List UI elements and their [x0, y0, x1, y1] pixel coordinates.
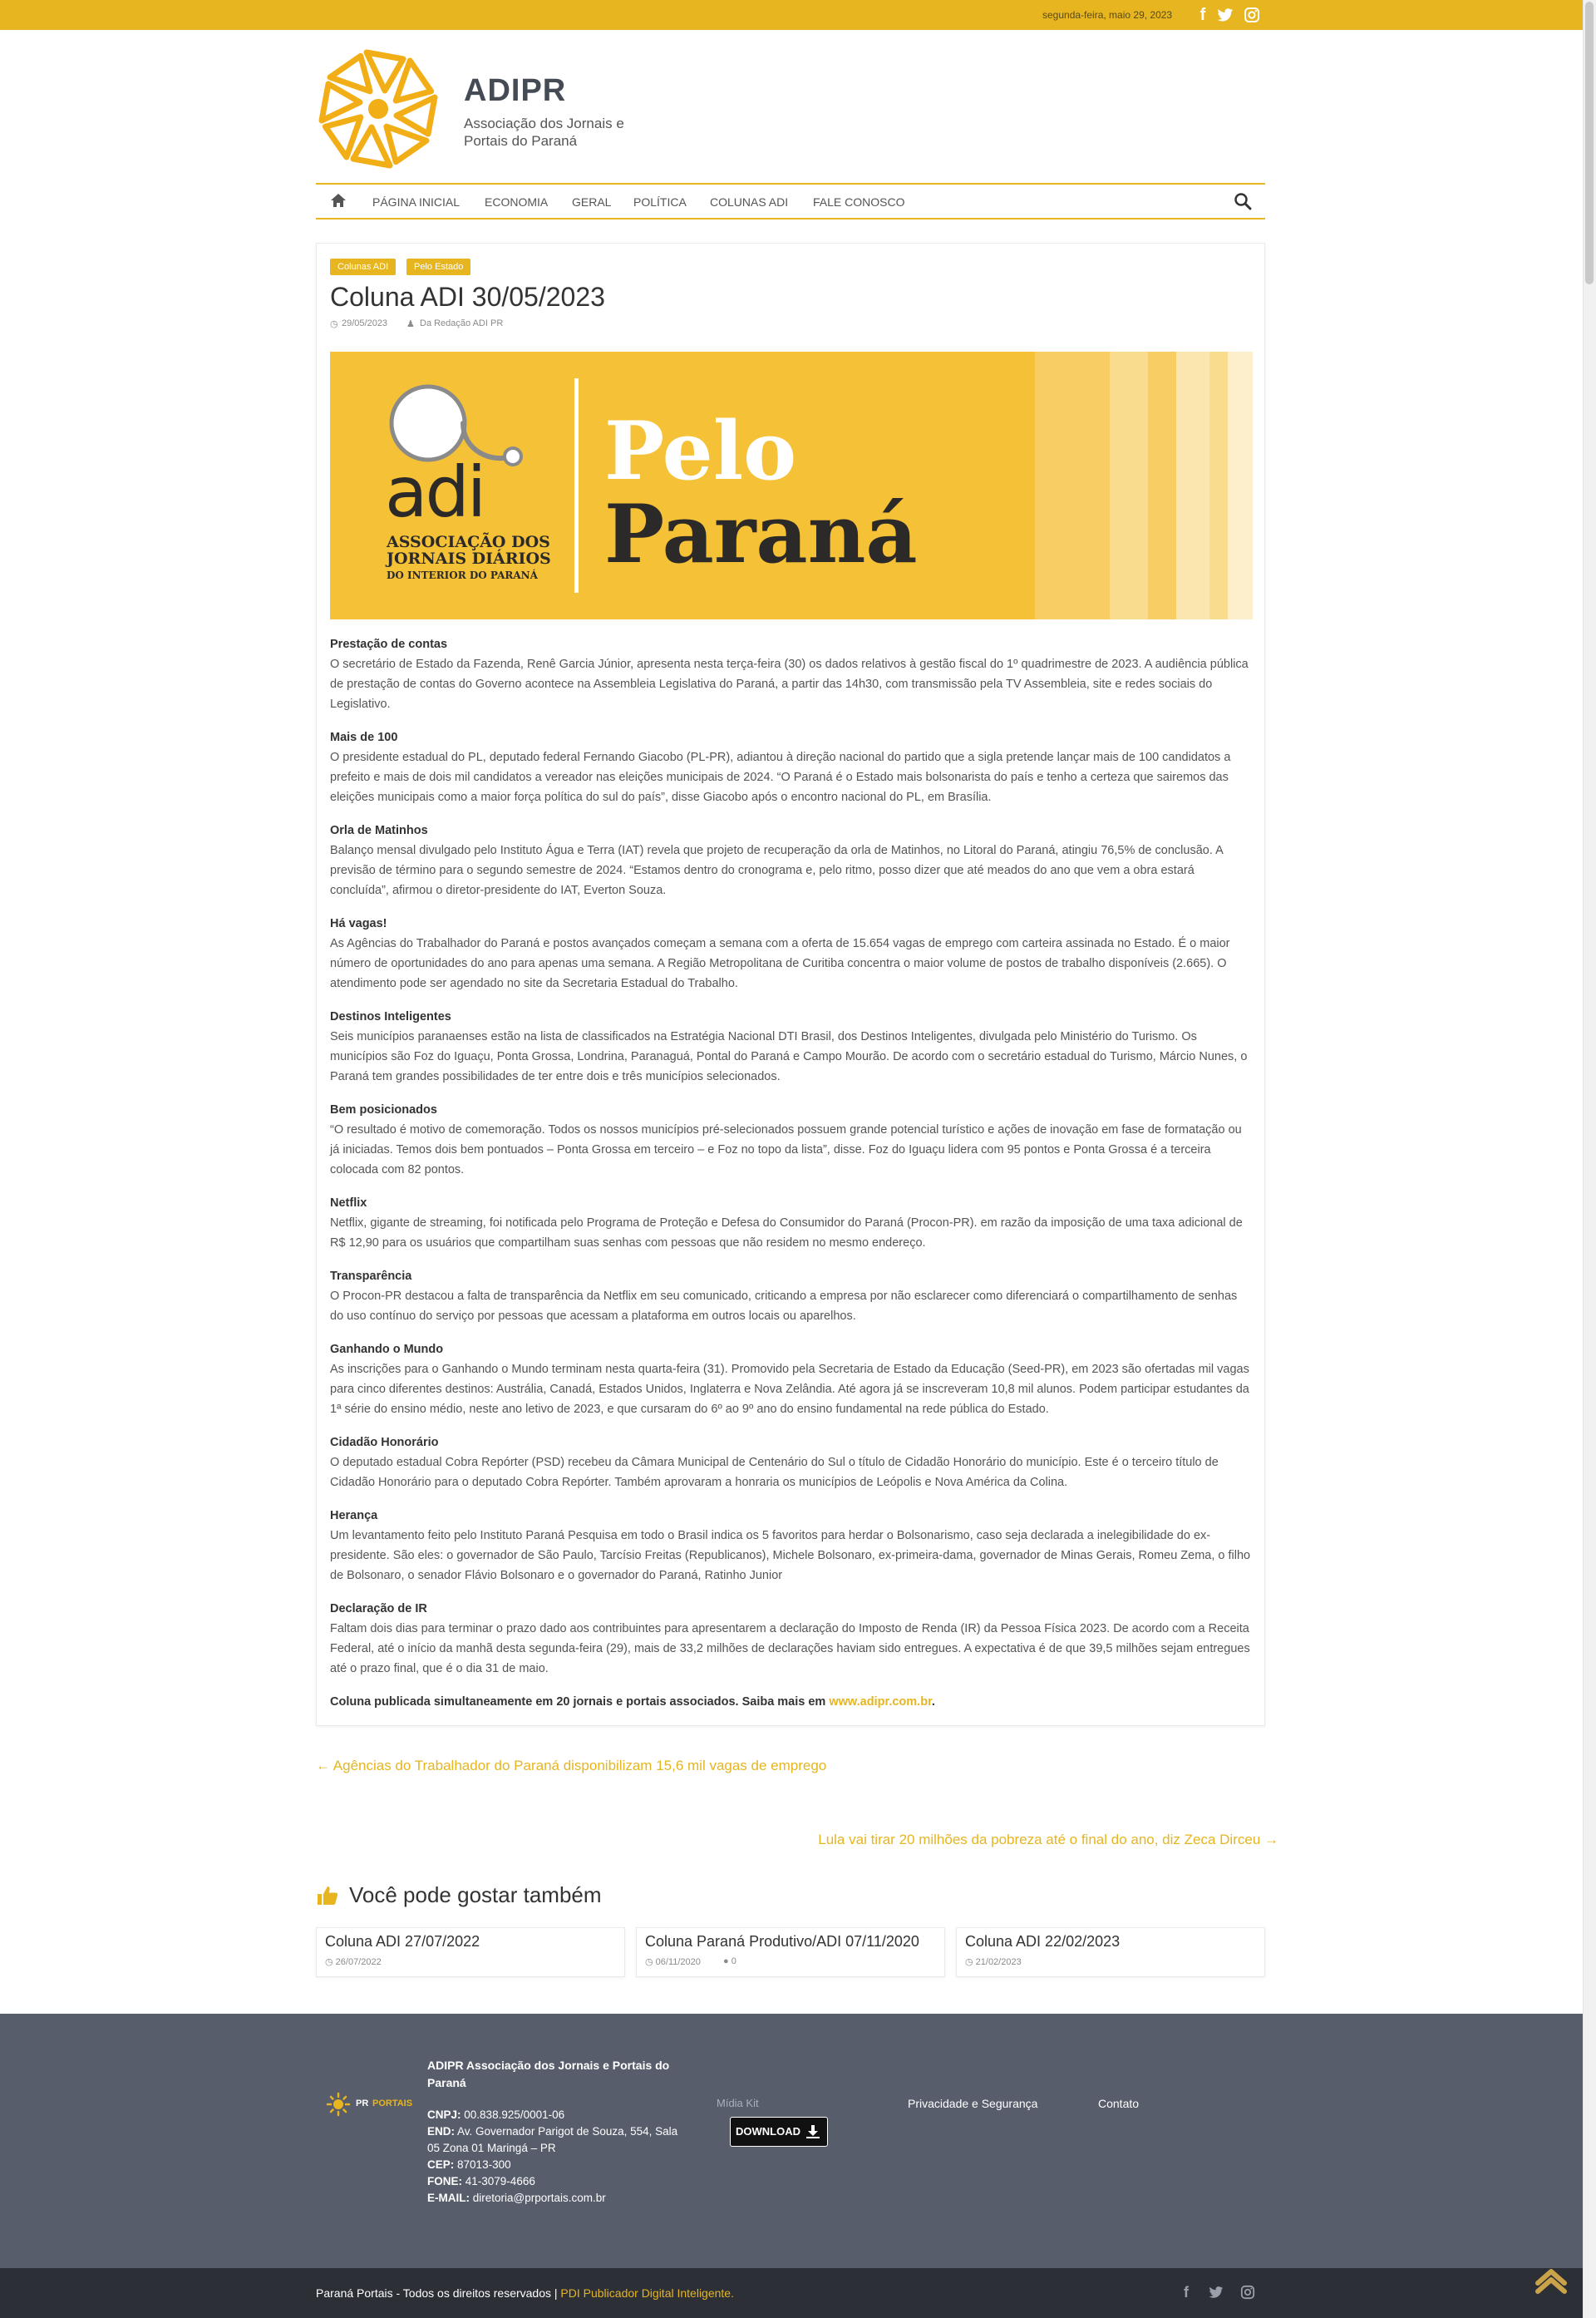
nav-item-geral[interactable]: GERAL [572, 195, 612, 209]
banner-pelo: Pelo [604, 404, 797, 498]
section-text: O Procon-PR destacou a falta de transparência da Netflix em seu comunicado, criticando a empresa por não esclarecer como diferenciará o compartilhamento de senhas do uso contínuo do serviço por pessoas que acessam a plataforma em outros locais ou aparelhos. [330, 1290, 1238, 1323]
article-section [330, 1266, 1253, 1326]
pr-portais-portais: PORTAIS [372, 2099, 413, 2108]
section-text: Seis municípios paranaenses estão na lista de classificados na Estratégia Nacional DTI Brasil, dos Destinos Inteligentes, divulgada pelo Ministério do Turismo. Os municípios são Foz do Iguaçu, Ponta Grossa, Londrina, Paranaguá, Pontal do Paraná e Campo Mourão. De acordo com o secretário estadual do Turismo, Márcio Nunes, o Paraná tem grandes possibilidades de ter entre dois e três municípios selecionados. [330, 1030, 1248, 1083]
article-section [330, 1599, 1253, 1679]
related-date[interactable]: 06/11/2020 [655, 1957, 701, 1967]
current-date: segunda-feira, maio 29, 2023 [1042, 9, 1173, 21]
article-banner-image [330, 352, 1253, 619]
thumbs-up-icon [316, 1884, 339, 1907]
section-text: “O resultado é motivo de comemoração. Todos os nossos municípios pré-selecionados possuem grande potencial turístico e ações de inovação em fase de formatação ou já iniciadas. Temos dois bem pontuados – Ponta Grossa em terceiro – e Foz no topo da lista”, disse. Foz do Iguaçu lidera com 95 pontos e Ponta Grossa é a terceira colocada com 82 pontos. [330, 1123, 1242, 1176]
related-card[interactable] [636, 1927, 945, 1977]
section-heading: Orla de Matinhos [330, 824, 428, 837]
user-icon: ♟ [406, 319, 415, 329]
article-section [330, 1193, 1253, 1253]
banner-stripe [1110, 352, 1148, 619]
section-heading: Ganhando o Mundo [330, 1343, 444, 1356]
adipr-site-link[interactable]: www.adipr.com.br [829, 1695, 932, 1709]
article-author[interactable]: Da Redação ADI PR [420, 318, 504, 328]
contato-link[interactable]: Contato [1098, 2097, 1140, 2110]
privacidade-link[interactable]: Privacidade e Segurança [908, 2097, 1038, 2110]
section-heading: Há vagas! [330, 917, 387, 930]
section-text: Balanço mensal divulgado pelo Instituto Água e Terra (IAT) revela que projeto de recuperação da orla de Matinhos, no Litoral do Paraná, atingiu 76,5% de conclusão. A previsão de término para o segundo semestre de 2024. “Estamos dentro do cronograma e, pelo ritmo, posso dizer que até meados do ano que vem a obra estará concluída”, afirmou o diretor-presidente do IAT, Everton Souza. [330, 844, 1223, 897]
cep-value: 87013-300 [457, 2158, 511, 2171]
previous-post-link[interactable]: ← Agências do Trabalhador do Paraná disponibilizam 15,6 mil vagas de emprego [316, 1758, 827, 1773]
article-date[interactable]: 29/05/2023 [342, 318, 388, 328]
section-heading: Bem posicionados [330, 1103, 437, 1117]
pdi-link[interactable]: PDI Publicador Digital Inteligente. [560, 2286, 734, 2300]
banner-adi-line2: JORNAIS DIÁRIOS [387, 550, 551, 568]
site-title[interactable]: ADIPR [464, 73, 567, 108]
comment-icon: ● 0 [723, 1956, 736, 1966]
article-card [316, 243, 1265, 1726]
sun-icon [326, 2092, 351, 2117]
adipr-logo-icon[interactable] [316, 47, 441, 171]
cnpj-label: CNPJ: [427, 2108, 461, 2121]
top-bar [0, 0, 1583, 30]
clock-icon: ◷ [330, 319, 338, 329]
banner-stripe [1209, 352, 1228, 619]
email-value[interactable]: diretoria@prportais.com.br [472, 2192, 606, 2204]
related-date-clock-icon: ◷ 21/02/2023 [965, 1957, 1022, 1967]
main-nav [316, 183, 1265, 219]
midia-kit-label: Mídia Kit [717, 2097, 759, 2109]
article-section [330, 634, 1253, 714]
footer [0, 2014, 1583, 2268]
nav-item-politica[interactable]: POLÍTICA [633, 195, 687, 209]
closing-note [330, 1692, 1253, 1712]
article-section [330, 727, 1253, 807]
banner-stripe [1176, 352, 1209, 619]
section-text: Netflix, gigante de streaming, foi notificada pelo Programa de Proteção e Defesa do Consumidor do Paraná (Procon-PR). em razão da imposição de uma taxa adicional de R$ 12,90 para os usuários que compartilham suas senhas com pessoas que não residem no mesmo endereço. [330, 1216, 1243, 1250]
scrollbar-thumb[interactable] [1585, 2, 1594, 284]
back-to-top-icon[interactable] [1534, 2265, 1568, 2295]
end-label: END: [427, 2125, 455, 2138]
section-text: O deputado estadual Cobra Repórter (PSD) recebeu da Câmara Municipal de Centenário do Sul o título de Cidadão Honorário do município. Este é o terceiro título de Cidadão Honorário para o deputado Cobra Repórter. Também aprovaram a honraria os municípios de Leópolis e Nova América da Colina. [330, 1456, 1219, 1489]
nav-item-colunas-adi[interactable]: COLUNAS ADI [710, 195, 789, 209]
copyright-text: Paraná Portais - Todos os direitos reservados | [316, 2286, 561, 2300]
related-title[interactable]: Coluna Paraná Produtivo/ADI 07/11/2020 [645, 1933, 919, 1950]
bottom-bar [0, 2268, 1583, 2318]
section-heading: Herança [330, 1509, 378, 1522]
related-date-clock-icon: ◷ 06/11/2020 [645, 1957, 701, 1967]
banner-stripe [1228, 352, 1253, 619]
article-title: Coluna ADI 30/05/2023 [330, 282, 605, 312]
twitter-icon[interactable] [1207, 2283, 1225, 2301]
section-text: As Agências do Trabalhador do Paraná e postos avançados começam a semana com a oferta de 15.654 vagas de emprego com carteira assinada no Estado. É o maior número de oportunidades do ano para apenas uma semana. A Região Metropolitana de Curitiba concentra o maior volume de postos de trabalho disponíveis (2.665). O atendimento pode ser agendado no site da Secretaria Estadual do Trabalho. [330, 937, 1230, 990]
section-text: O presidente estadual do PL, deputado federal Fernando Giacobo (PL-PR), adiantou à direção nacional do partido que a sigla pretende lançar mais de 100 candidatos a prefeito e mais de dois mil candidatos a vereador nas eleições municipais de 2024. “O Paraná é o Estado mais bolsonarista do país e tenho a certeza que sairemos das eleições municipais como a maior força política do sul do país”, disse Giacobo após o encontro nacional do PL, em Brasília. [330, 751, 1231, 804]
facebook-icon[interactable]: f [1184, 2284, 1189, 2301]
banner-parana: Paraná [604, 487, 918, 581]
section-heading: Netflix [330, 1196, 367, 1210]
article-section [330, 1100, 1253, 1180]
twitter-icon[interactable] [1216, 5, 1234, 25]
cnpj-value: 00.838.925/0001-06 [464, 2108, 565, 2121]
banner-adi-line1: ASSOCIAÇÃO DOS [387, 533, 550, 551]
section-heading: Declaração de IR [330, 1602, 427, 1615]
section-heading: Mais de 100 [330, 731, 398, 744]
banner-stripe [1148, 352, 1176, 619]
banner-stripe [1035, 352, 1110, 619]
related-title[interactable]: Coluna ADI 27/07/2022 [325, 1933, 480, 1950]
search-icon[interactable] [1234, 192, 1252, 210]
nav-item-fale-conosco[interactable]: FALE CONOSCO [813, 195, 905, 209]
download-button[interactable] [730, 2117, 828, 2147]
article-section [330, 1433, 1253, 1492]
instagram-icon[interactable] [1243, 5, 1261, 25]
instagram-icon[interactable] [1239, 2283, 1257, 2301]
related-title[interactable]: Coluna ADI 22/02/2023 [965, 1933, 1121, 1950]
download-icon [805, 2124, 820, 2139]
article-section [330, 1506, 1253, 1586]
related-date-clock-icon: ◷ 26/07/2022 [325, 1957, 382, 1967]
next-post-link[interactable]: Lula vai tirar 20 milhões da pobreza até o final do ano, diz Zeca Dirceu → [818, 1832, 1278, 1847]
section-heading: Prestação de contas [330, 638, 448, 651]
section-text: Faltam dois dias para terminar o prazo dado aos contribuintes para apresentarem a declaração do Imposto de Renda (IR) da Pessoa Física 2023. De acordo com a Receita Federal, até o início da manhã desta segunda-feira (29), mais de 33,2 milhões de declarações haviam sido entregues. A expectativa é de que 39,5 milhões sejam entregues até o prazo final, que é o dia 31 de maio. [330, 1622, 1250, 1675]
site-subtitle: Associação dos Jornais e Portais do Paraná [464, 116, 624, 149]
banner-adi-word: adi [385, 451, 485, 533]
article-section [330, 1007, 1253, 1087]
closing-text: Coluna publicada simultaneamente em 20 jornais e portais associados. Saiba mais em [330, 1695, 830, 1709]
home-icon[interactable] [329, 191, 347, 210]
article-section [330, 914, 1253, 994]
related-card[interactable] [316, 1927, 625, 1977]
fone-value: 41-3079-4666 [465, 2175, 535, 2187]
footer-contact-info [427, 2107, 685, 2207]
fone-label: FONE: [427, 2175, 462, 2187]
email-label: E-MAIL: [427, 2192, 470, 2204]
article-section [330, 1339, 1253, 1419]
closing-end: . [931, 1695, 935, 1709]
category-badge-pelo-estado[interactable]: Pelo Estado [406, 259, 470, 275]
banner-adi-line3: DO INTERIOR DO PARANÁ [387, 570, 538, 581]
section-text: As inscrições para o Ganhando o Mundo terminam nesta quarta-feira (31). Promovido pela Secretaria de Estado da Educação (Seed-PR), em 2023 são ofertadas mil vagas para cinco diferentes destinos: Austrália, Canadá, Estados Unidos, Inglaterra e Nova Zelândia. Até agora já se inscreveram 10,8 mil alunos. Podem participar estudantes da 1ª série do ensino médio, neste ano letivo de 2023, e que cursaram do 6º ao 9º ano do ensino fundamental na rede pública do Estado. [330, 1363, 1249, 1416]
related-heading-text: Você pode gostar também [349, 1882, 602, 1907]
section-heading: Cidadão Honorário [330, 1436, 439, 1449]
section-text: O secretário de Estado da Fazenda, Renê Garcia Júnior, apresenta nesta terça-feira (30) os dados relativos à gestão fiscal do 1º quadrimestre de 2023. A audiência pública de prestação de contas do Governo acontece na Assembleia Legislativa do Paraná, a partir das 14h30, com transmissão pela TV Assembleia, site e redes sociais do Legislativo. [330, 658, 1249, 711]
article-section [330, 821, 1253, 900]
section-text: Um levantamento feito pelo Instituto Paraná Pesquisa em todo o Brasil indica os 5 favoritos para herdar o Bolsonarismo, caso seja declarada a inelegibilidade do ex-presidente. São eles: o governador de São Paulo, Tarcísio Freitas (Republicanos), Michele Bolsonaro, ex-primeira-dama, governador de Minas Gerais, Romeu Zema, o filho de Bolsonaro, o senador Flávio Bolsonaro e o governador do Paraná, Ratinho Junior [330, 1529, 1251, 1582]
related-comments[interactable]: 0 [731, 1956, 736, 1966]
download-label: DOWNLOAD [736, 2125, 800, 2138]
pr-portais-pr: PR [356, 2099, 369, 2108]
category-badge-colunas-adi[interactable]: Colunas ADI [330, 259, 396, 275]
section-heading: Destinos Inteligentes [330, 1010, 451, 1023]
article-body [330, 634, 1253, 1712]
scrollbar[interactable] [1583, 0, 1596, 2318]
cep-label: CEP: [427, 2158, 455, 2171]
section-heading: Transparência [330, 1270, 412, 1283]
nav-item-economia[interactable]: ECONOMIA [485, 195, 549, 209]
banner-divider [574, 378, 579, 593]
pr-portais-logo[interactable] [326, 2092, 426, 2117]
related-card[interactable] [956, 1927, 1265, 1977]
facebook-icon[interactable]: f [1199, 6, 1206, 24]
nav-item-pagina-inicial[interactable]: PÁGINA INICIAL [372, 195, 461, 209]
footer-org-name: ADIPR Associação dos Jornais e Portais do Paraná [427, 2059, 670, 2089]
related-date[interactable]: 21/02/2023 [975, 1957, 1022, 1967]
end-value: Av. Governador Parigot de Souza, 554, Sala 05 Zona 01 Maringá – PR [427, 2125, 678, 2154]
related-date[interactable]: 26/07/2022 [335, 1957, 382, 1967]
copyright [316, 2286, 734, 2300]
